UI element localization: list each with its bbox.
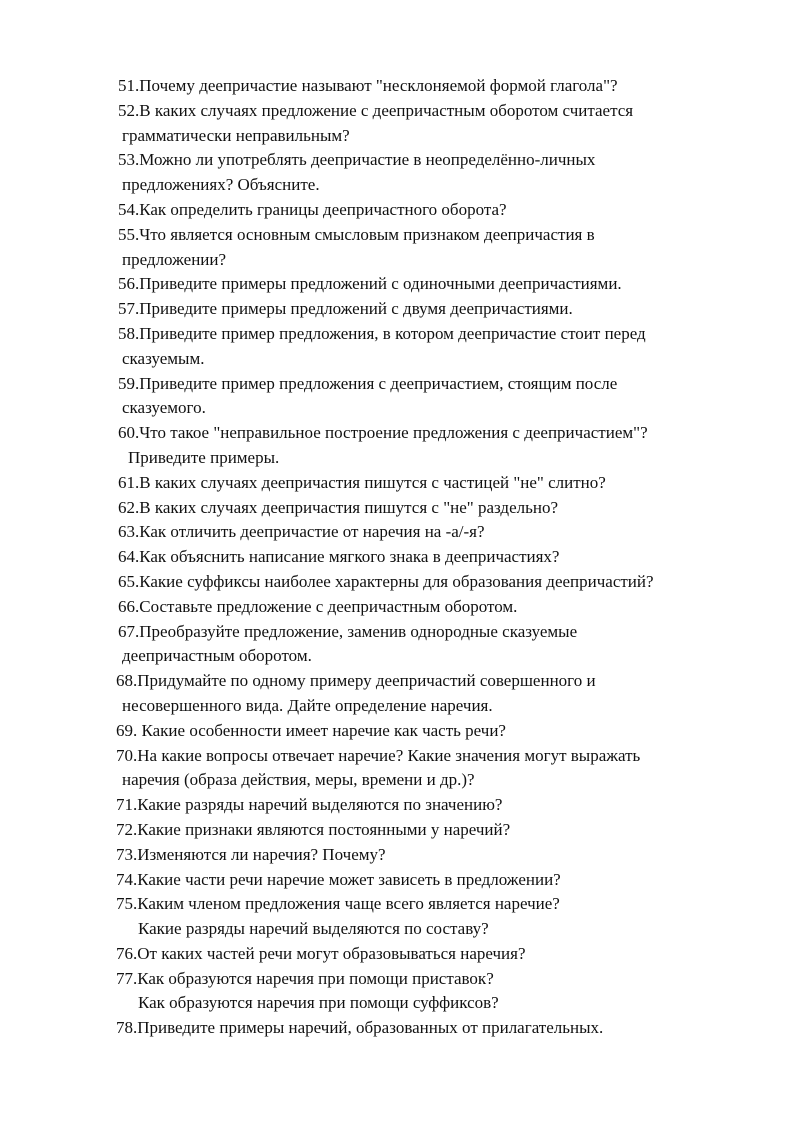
question-line: 55.Что является основным смысловым признаком деепричастия в — [118, 224, 595, 244]
question-line: несовершенного вида. Дайте определение наречия. — [122, 695, 493, 715]
question-line: 65.Какие суффиксы наиболее характерны для образования деепричастий? — [118, 571, 654, 591]
question-line: Какие разряды наречий выделяются по составу? — [138, 919, 489, 939]
question-list — [116, 74, 756, 1041]
question-line: 63.Как отличить деепричастие от наречия на -а/-я? — [118, 522, 485, 542]
question-line: 54.Как определить границы деепричастного оборота? — [118, 199, 507, 219]
question-line: 62.В каких случаях деепричастия пишутся с "не" раздельно? — [118, 497, 558, 517]
question-line: 71.Какие разряды наречий выделяются по значению? — [116, 795, 503, 815]
question-line: сказуемым. — [122, 348, 205, 368]
question-line: 59.Приведите пример предложения с деепричастием, стоящим после — [118, 373, 618, 393]
question-line: Приведите примеры. — [128, 447, 280, 467]
question-line: 52.В каких случаях предложение с деепричастным оборотом считается — [118, 100, 634, 120]
question-line: Как образуются наречия при помощи суффиксов? — [138, 993, 499, 1013]
question-line: 70.На какие вопросы отвечает наречие? Какие значения могут выражать — [116, 745, 641, 765]
question-line: предложении? — [122, 249, 227, 269]
question-line: 51.Почему деепричастие называют "несклоняемой формой глагола"? — [118, 76, 618, 95]
question-line: деепричастным оборотом. — [122, 646, 312, 666]
question-line: 66.Составьте предложение с деепричастным оборотом. — [118, 596, 518, 616]
question-line: 72.Какие признаки являются постоянными у наречий? — [116, 819, 511, 839]
question-line: 57.Приведите примеры предложений с двумя деепричастиями. — [118, 299, 573, 319]
question-line: 58.Приведите пример предложения, в котором деепричастие стоит перед — [118, 323, 646, 343]
question-line: 64.Как объяснить написание мягкого знака в деепричастиях? — [118, 547, 560, 567]
question-line: предложениях? Объясните. — [122, 175, 320, 195]
question-line: наречия (образа действия, меры, времени и др.)? — [122, 770, 475, 790]
question-line: 76.От каких частей речи могут образовываться наречия? — [116, 943, 526, 963]
question-line: 73.Изменяются ли наречия? Почему? — [116, 844, 386, 864]
question-line: 61.В каких случаях деепричастия пишутся с частицей "не" слитно? — [118, 472, 606, 492]
question-line: 53.Можно ли употреблять деепричастие в неопределённо-личных — [118, 150, 596, 170]
question-line: 69. Какие особенности имеет наречие как часть речи? — [116, 720, 506, 740]
question-line: 78.Приведите примеры наречий, образованных от прилагательных. — [116, 1018, 604, 1038]
question-line: 77.Как образуются наречия при помощи приставок? — [116, 968, 494, 988]
question-line: 56.Приведите примеры предложений с одиночными деепричастиями. — [118, 274, 622, 294]
question-line: 67.Преобразуйте предложение, заменив однородные сказуемые — [118, 621, 578, 641]
question-line: сказуемого. — [122, 398, 206, 418]
question-line: 68.Придумайте по одному примеру деепричастий совершенного и — [116, 671, 596, 691]
question-line: 60.Что такое "неправильное построение предложения с деепричастием"? — [118, 423, 648, 443]
question-line: 75.Каким членом предложения чаще всего является наречие? — [116, 894, 560, 914]
question-line: 74.Какие части речи наречие может зависеть в предложении? — [116, 869, 561, 889]
question-line: грамматически неправильным? — [122, 125, 350, 145]
